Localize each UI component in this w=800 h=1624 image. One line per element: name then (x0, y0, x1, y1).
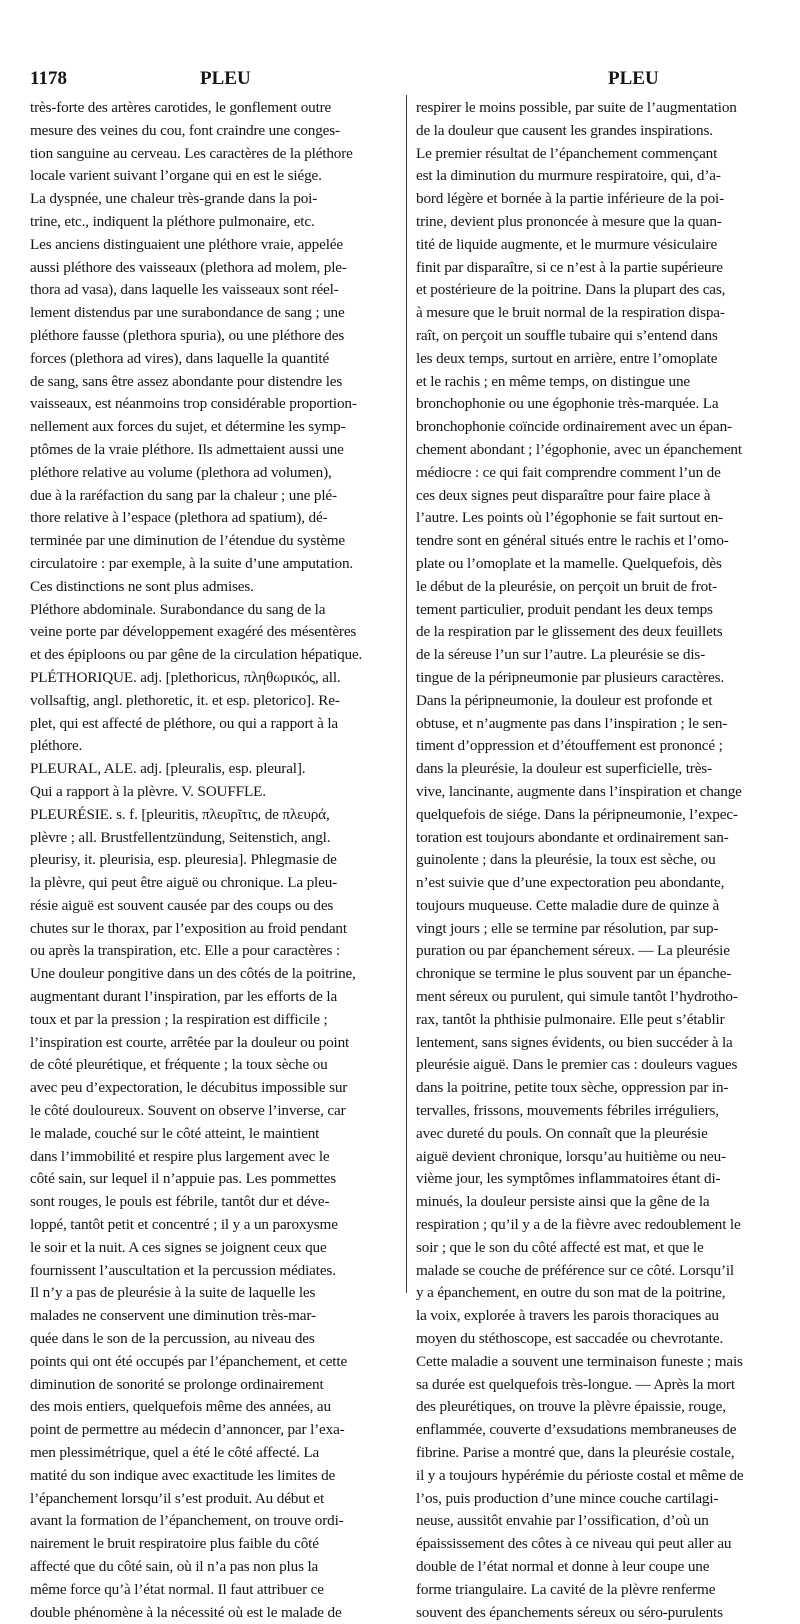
text-line: il y a toujours hypérémie du périoste costal et même de (416, 1466, 744, 1484)
text-line: des mois entiers, quelquefois même des années, au (30, 1398, 331, 1416)
text-line: plet, qui est affecté de pléthore, ou qui a rapport à la (30, 714, 339, 732)
text-line: bronchophonie ou une égophonie très-marquée. La (416, 395, 719, 413)
text-line: ment séreux ou purulent, qui simule tantôt l’hydrotho- (416, 988, 738, 1006)
left-column (30, 97, 400, 1624)
text-line: avant la formation de l’épanchement, on trouve ordi- (30, 1512, 344, 1530)
text-line: pleurésie aiguë. Dans le premier cas : douleurs vagues (416, 1056, 738, 1074)
text-line: men plessimétrique, quel a été le côté affecté. La (30, 1444, 320, 1462)
text-line: nairement le bruit respiratoire plus faible du côté (30, 1535, 319, 1553)
text-line: ces deux signes peut disparaître pour faire place à (416, 486, 711, 504)
text-line: nellement aux forces du sujet, et détermine les symp- (30, 418, 346, 436)
text-line: respirer le moins possible, par suite de l’augmentation (416, 99, 737, 116)
text-line: forme triangulaire. La cavité de la plèvre renferme (416, 1580, 716, 1598)
text-line: le début de la pleurésie, on perçoit un bruit de frot- (416, 577, 718, 595)
text-line: finit par disparaître, si ce n’est à la partie supérieure (416, 258, 723, 276)
text-line: aussi pléthore des vaisseaux (plethora ad molem, ple- (30, 258, 347, 276)
text-line: tité de liquide augmente, et le murmure vésiculaire (416, 235, 718, 253)
text-line: mesure des veines du cou, font craindre une conges- (30, 121, 340, 139)
text-line: vive, lancinante, augmente dans l’inspiration et change (416, 782, 742, 800)
text-line: l’autre. Les points où l’égophonie se fait surtout en- (416, 509, 723, 527)
text-line: plate ou l’omoplate et la mamelle. Quelquefois, dès (416, 554, 722, 572)
text-line: Pléthore abdominale. Surabondance du sang de la (30, 600, 326, 618)
text-line: et le rachis ; en même temps, on distingue une (416, 372, 690, 390)
text-line: avec dureté du pouls. On connaît que la pleurésie (416, 1124, 708, 1142)
text-line: dans la poitrine, petite toux sèche, oppression par in- (416, 1079, 729, 1097)
text-line: fibrine. Parise a montré que, dans la pleurésie costale, (416, 1444, 735, 1462)
text-line: toux et par la pression ; la respiration est difficile ; (30, 1010, 328, 1028)
running-title-left: PLEU (200, 68, 251, 89)
text-line: avec peu d’expectoration, le décubitus impossible sur (30, 1079, 348, 1097)
text-line: vième jour, les symptômes inflammatoires étant di- (416, 1170, 721, 1188)
text-line: côté sain, sur lequel il n’appuie pas. Les pommettes (30, 1170, 336, 1188)
text-line: minués, la douleur persiste ainsi que la gêne de la (416, 1193, 710, 1211)
text-line: Les anciens distinguaient une pléthore vraie, appelée (30, 235, 343, 253)
text-line: Il n’y a pas de pleurésie à la suite de laquelle les (30, 1284, 316, 1302)
text-line: Une douleur pongitive dans un des côtés de la poitrine, (30, 965, 356, 983)
text-line: chement abondant ; l’égophonie, avec un épanchement (416, 440, 742, 458)
text-line: tervalles, frissons, mouvements fébriles irréguliers, (416, 1102, 719, 1120)
text-line: Dans la péripneumonie, la douleur est profonde et (416, 691, 713, 709)
text-line: respiration ; qu’il y a de la fièvre avec redoublement le (416, 1216, 741, 1234)
text-line: matité du son indique avec exactitude les limites de (30, 1466, 336, 1484)
text-line: Cette maladie a souvent une terminaison funeste ; mais (416, 1352, 743, 1370)
text-line: aiguë devient chronique, lorsqu’au huitième ou neu- (416, 1147, 726, 1165)
text-line: plèvre ; all. Brustfellentzündung, Seitenstich, angl. (30, 828, 331, 846)
text-line: épaississement des côtes à ce niveau qui peut aller au (416, 1535, 732, 1553)
text-line: points qui ont été occupés par l’épanchement, et cette (30, 1352, 348, 1370)
text-line: PLEURAL, ALE. adj. [pleuralis, esp. pleural]. (30, 760, 306, 778)
text-line: enflammée, couverte d’exsudations membraneuses de (416, 1421, 737, 1439)
text-line: forces (plethora ad vires), dans laquelle la quantité (30, 349, 330, 367)
text-line: puration ou par épanchement séreux. — La pleurésie (416, 942, 730, 960)
text-line: circulatoire : par exemple, à la suite d’une amputation. (30, 554, 354, 572)
text-line: vollsaftig, angl. plethoretic, it. et esp. pletorico]. Re- (30, 691, 340, 709)
text-line: des pleurétiques, on trouve la plèvre épaissie, rouge, (416, 1398, 726, 1416)
text-line: tendre sont en général situés entre le rachis et l’omo- (416, 532, 729, 550)
text-line: est la diminution du murmure respiratoire, qui, d’a- (416, 167, 721, 185)
text-line: rax, tantôt la phthisie pulmonaire. Elle peut s’établir (416, 1010, 725, 1028)
text-line: même force qu’à l’état normal. Il faut attribuer ce (30, 1580, 324, 1598)
text-line: neuse, aussitôt envahie par l’ossification, d’où un (416, 1512, 709, 1530)
text-line: chutes sur le thorax, par l’exposition au froid pendant (30, 919, 347, 937)
text-line: les deux temps, surtout en arrière, entre l’omoplate (416, 349, 718, 367)
text-line: y a épanchement, en outre du son mat de la poitrine, (416, 1284, 726, 1302)
text-line: n’est suivie que d’une expectoration peu abondante, (416, 874, 725, 892)
text-line: toration est toujours abondante et ordinairement san- (416, 828, 729, 846)
text-line: bord légère et bornée à la partie inférieure de la poi- (416, 190, 724, 208)
text-line: augmentant durant l’inspiration, par les efforts de la (30, 988, 338, 1006)
running-title-right: PLEU (608, 68, 659, 89)
text-line: trine, etc., indiquent la pléthore pulmonaire, etc. (30, 212, 315, 230)
text-line: souvent des épanchements séreux ou séro-purulents (416, 1603, 723, 1621)
text-line: vingt jours ; elle se termine par résolution, par sup- (416, 919, 719, 937)
text-line: PLÉTHORIQUE. adj. [plethoricus, πληθωρικός, all. (30, 668, 341, 686)
text-line: de côté pleurétique, et fréquente ; la toux sèche ou (30, 1056, 328, 1074)
running-header (30, 64, 770, 94)
text-line: dans la pleurésie, la douleur est superficielle, très- (416, 760, 712, 778)
right-column (416, 97, 780, 1624)
text-line: sont rouges, le pouls est fébrile, tantôt dur et déve- (30, 1193, 330, 1211)
text-line: ptômes de la vraie pléthore. Ils admettaient aussi une (30, 440, 344, 458)
text-line: lentement, sans signes évidents, ou bien succéder à la (416, 1033, 733, 1051)
text-line: et des épiploons ou par gêne de la circulation hépatique. (30, 646, 363, 664)
text-line: Qui a rapport à la plèvre. V. SOUFFLE. (30, 782, 266, 800)
text-line: due à la raréfaction du sang par la chaleur ; une plé- (30, 486, 337, 504)
text-line: veine porte par développement exagéré des mésentères (30, 623, 357, 641)
text-line: La dyspnée, une chaleur très-grande dans la poi- (30, 190, 318, 208)
text-line: double phénomène à la nécessité où est le malade de (30, 1603, 342, 1621)
text-line: pleurisy, it. pleurisia, esp. pleuresia]. Phlegmasie de (30, 851, 337, 869)
text-line: tement particulier, produit pendant les deux temps (416, 600, 713, 618)
text-line: malades ne conservent une diminution très-mar- (30, 1307, 316, 1325)
text-line: de sang, sans être assez abondante pour distendre les (30, 372, 343, 390)
text-line: à mesure que le bruit normal de la respiration dispa- (416, 304, 725, 322)
text-line: obtuse, et n’augmente pas dans l’inspiration ; le sen- (416, 714, 728, 732)
text-line: affecté que du côté sain, où il n’a pas non plus la (30, 1558, 319, 1575)
text-line: chronique se termine le plus souvent par un épanche- (416, 965, 732, 983)
text-line: bronchophonie coïncide ordinairement avec un épan- (416, 418, 732, 436)
text-line: guinolente ; dans la pleurésie, la toux est sèche, ou (416, 851, 716, 869)
text-line: ou après la transpiration, etc. Elle a pour caractères : (30, 942, 340, 960)
text-line: le malade, couché sur le côté atteint, le maintient (30, 1124, 320, 1142)
text-line: vaisseaux, est néanmoins trop considérable proportion- (30, 395, 357, 413)
text-line: l’épanchement lorsqu’il s’est produit. Au début et (30, 1489, 325, 1507)
text-line: médiocre : ce qui fait comprendre comment l’un de (416, 463, 721, 481)
text-line: lement distendus par une surabondance de sang ; une (30, 304, 345, 322)
text-line: pléthore relative au volume (plethora ad volumen), (30, 463, 332, 481)
text-line: raît, on perçoit un souffle tubaire qui s’entend dans (416, 326, 718, 344)
text-line: trine, devient plus prononcée à mesure que la quan- (416, 212, 722, 230)
text-line: diminution de sonorité se prolonge ordinairement (30, 1375, 324, 1393)
text-line: tingue de la péripneumonie par plusieurs caractères. (416, 668, 725, 686)
text-line: tion sanguine au cerveau. Les caractères de la pléthore (30, 144, 353, 162)
text-line: fournissent l’auscultation et la percussion médiates. (30, 1261, 336, 1279)
text-line: le soir et la nuit. A ces signes se joignent ceux que (30, 1238, 327, 1256)
text-line: soir ; que le son du côté affecté est mat, et que le (416, 1238, 704, 1256)
text-line: et postérieure de la poitrine. Dans la plupart des cas, (416, 281, 726, 299)
text-line: terminée par une diminution de l’étendue du système (30, 532, 345, 550)
text-line: l’inspiration est courte, arrêtée par la douleur ou point (30, 1033, 350, 1051)
text-line: PLEURÉSIE. s. f. [pleuritis, πλευρῖτις, de πλευρά, (30, 805, 330, 823)
text-line: le côté douloureux. Souvent on observe l’inverse, car (30, 1102, 346, 1120)
text-line: de la douleur que causent les grandes inspirations. (416, 121, 713, 139)
text-line: très-forte des artères carotides, le gonflement outre (30, 99, 332, 116)
text-line: de la respiration par le glissement des deux feuillets (416, 623, 723, 641)
text-line: toujours muqueuse. Cette maladie dure de quinze à (416, 896, 720, 914)
text-line: la plèvre, qui peut être aiguë ou chronique. La pleu- (30, 874, 338, 892)
text-line: moyen du stéthoscope, est saccadée ou chevrotante. (416, 1330, 724, 1348)
text-line: quelquefois de siége. Dans la péripneumonie, l’expec- (416, 805, 738, 823)
text-line: loppé, tantôt petit et concentré ; il y a un paroxysme (30, 1216, 338, 1234)
text-line: dans l’immobilité et respire plus largement avec le (30, 1147, 330, 1165)
text-line: résie aiguë est souvent causée par des coups ou des (30, 896, 334, 914)
text-line: timent d’oppression et d’étouffement est prononcé ; (416, 737, 723, 755)
text-line: Le premier résultat de l’épanchement commençant (416, 144, 718, 162)
text-line: point de permettre au médecin d’annoncer, par l’exa- (30, 1421, 345, 1439)
page-number: 1178 (30, 68, 67, 89)
text-line: sa durée est quelquefois très-longue. — Après la mort (416, 1375, 735, 1393)
text-line: l’os, puis production d’une mince couche cartilagi- (416, 1489, 719, 1507)
text-line: double de l’état normal et donne à leur coupe une (416, 1558, 710, 1575)
text-line: la voix, explorée à travers les parois thoraciques au (416, 1307, 719, 1325)
column-divider (406, 95, 407, 1293)
text-line: de la séreuse l’un sur l’autre. La pleurésie se dis- (416, 646, 706, 664)
text-line: pléthore fausse (plethora spuria), ou une pléthore des (30, 326, 345, 344)
text-line: quée dans le son de la percussion, au niveau des (30, 1330, 315, 1348)
text-line: thora ad vasa), dans laquelle les vaisseaux sont réel- (30, 281, 339, 299)
text-line: Ces distinctions ne sont plus admises. (30, 577, 254, 595)
text-line: malade se couche de préférence sur ce côté. Lorsqu’il (416, 1261, 734, 1279)
text-line: thore relative à l’espace (plethora ad spatium), dé- (30, 509, 328, 527)
text-line: locale varient suivant l’organe qui en est le siége. (30, 167, 322, 185)
text-line: pléthore. (30, 737, 83, 755)
